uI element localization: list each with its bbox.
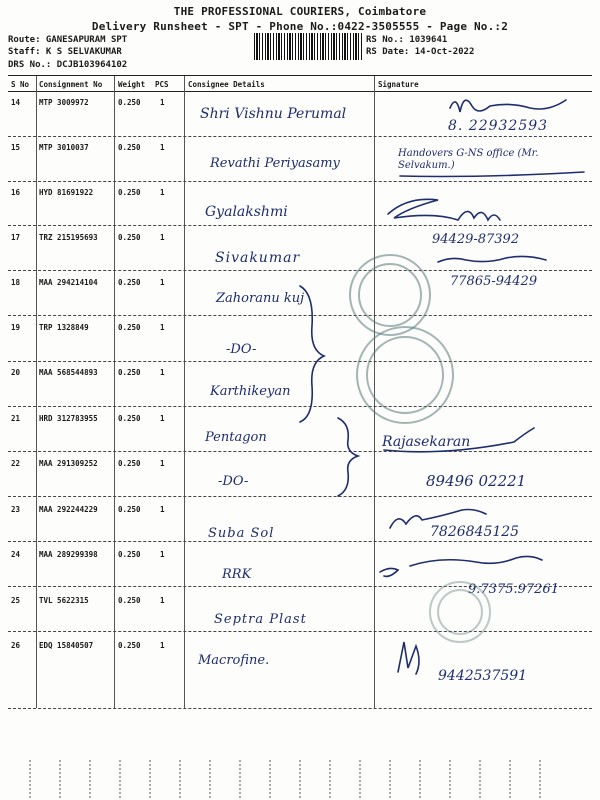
row-consignment: TRP 1328849 [39,323,89,332]
row-weight: 0.250 [118,368,141,377]
header-pcs: PCS [155,80,169,89]
row-consignee: Gyalakshmi [205,204,288,220]
row-weight: 0.250 [118,233,141,242]
row-sno: 16 [11,188,21,197]
row-consignee: Karthikeyan [210,384,291,399]
row-consignment: MAA 291309252 [39,459,98,468]
row-signature: 94429-87392 [432,232,520,247]
row-weight: 0.250 [118,323,141,332]
row-consignment: TRZ 215195693 [39,233,98,242]
row-sno: 23 [11,505,21,514]
row-pcs: 1 [160,278,165,287]
row-weight: 0.250 [118,641,141,650]
row-consignment: HYD 81691922 [39,188,94,197]
row-consignee: Pentagon [205,430,267,445]
staff-label: Staff: K S SELVAKUMAR [8,47,122,57]
header-sno: S No [11,80,30,89]
row-weight: 0.250 [118,414,141,423]
row-pcs: 1 [160,233,165,242]
row-sno: 15 [11,143,21,152]
row-sno: 26 [11,641,21,650]
row-sno: 19 [11,323,21,332]
row-consignment: MAA 294214104 [39,278,98,287]
row-pcs: 1 [160,641,165,650]
binding-marks [30,760,540,800]
row-weight: 0.250 [118,596,141,605]
row-consignment: MAA 289299398 [39,550,98,559]
header-signature: Signature [378,80,419,89]
row-sno: 14 [11,98,21,107]
row-consignment: MAA 292244229 [39,505,98,514]
row-consignee: Revathi Periyasamy [210,156,340,171]
row-pcs: 1 [160,414,165,423]
row-signature: 7826845125 [430,524,520,540]
row-weight: 0.250 [118,550,141,559]
row-consignee: Shri Vishnu Perumal [200,106,347,122]
row-consignee: RRK [222,567,252,582]
row-sno: 20 [11,368,21,377]
row-consignment: MTP 3009972 [39,98,89,107]
stamp-circle [367,337,443,413]
row-signature: Rajasekaran [382,434,471,450]
row-consignee: -DO- [226,342,257,357]
row-signature: 9.7375.97261 [468,582,559,597]
row-consignee: Suba Sol [208,526,275,541]
signature-scribble [400,172,584,177]
row-consignee: Macrofine. [198,653,270,668]
rs-number: RS No.: 1039641 [366,35,448,45]
row-sno: 25 [11,596,21,605]
signature-scribble [438,256,546,262]
header-consignee: Consignee Details [188,80,265,89]
grouping-brace [300,286,324,422]
row-pcs: 1 [160,323,165,332]
stamp-circle [357,327,453,423]
row-pcs: 1 [160,550,165,559]
row-signature: 77865-94429 [450,274,538,289]
stamp-circle [438,590,482,634]
drs-label: DRS No.: DCJB103964102 [8,60,128,70]
signature-scribble [390,510,486,529]
row-weight: 0.250 [118,459,141,468]
row-consignment: HRD 312783955 [39,414,98,423]
runsheet-title: Delivery Runsheet - SPT - Phone No.:0422-3505555 - Page No.:2 [91,20,509,33]
row-pcs: 1 [160,459,165,468]
route-label: Route: GANESAPURAM SPT [8,35,128,45]
signature-scribble [384,428,534,452]
header-consignment: Consignment No [39,80,103,89]
company-title: THE PROFESSIONAL COURIERS, Coimbatore [173,5,427,18]
row-weight: 0.250 [118,98,141,107]
grouping-brace [338,418,358,496]
signature-scribble [380,556,542,576]
row-signature: 9442537591 [438,668,528,684]
row-sno: 21 [11,414,21,423]
stamp-circle [350,255,430,335]
row-consignee: Septra Plast [214,612,307,627]
row-consignee: -DO- [218,474,249,489]
row-weight: 0.250 [118,505,141,514]
row-consignment: MTP 3010037 [39,143,89,152]
row-sno: 22 [11,459,21,468]
rs-date: RS Date: 14-Oct-2022 [366,47,475,57]
signature-scribble [398,642,419,674]
row-signature: Handovers G-NS office (Mr. Selvakum.) [398,148,539,171]
row-consignment: EDQ 15840507 [39,641,94,650]
row-signature: 89496 02221 [426,472,527,490]
row-consignee: Sivakumar [215,250,301,266]
row-signature: 8. 22932593 [448,118,549,134]
signature-scribble [388,199,500,220]
row-weight: 0.250 [118,278,141,287]
row-pcs: 1 [160,368,165,377]
row-pcs: 1 [160,596,165,605]
row-consignment: TVL 5622315 [39,596,89,605]
row-sno: 18 [11,278,21,287]
row-pcs: 1 [160,188,165,197]
row-weight: 0.250 [118,188,141,197]
row-pcs: 1 [160,505,165,514]
row-sno: 24 [11,550,21,559]
row-weight: 0.250 [118,143,141,152]
row-pcs: 1 [160,98,165,107]
row-pcs: 1 [160,143,165,152]
stamp-circle [359,264,421,326]
signature-scribble [450,100,566,112]
row-consignment: MAA 568544893 [39,368,98,377]
header-weight: Weight [118,80,146,89]
row-consignee: Zahoranu kuj [216,291,305,306]
row-sno: 17 [11,233,21,242]
